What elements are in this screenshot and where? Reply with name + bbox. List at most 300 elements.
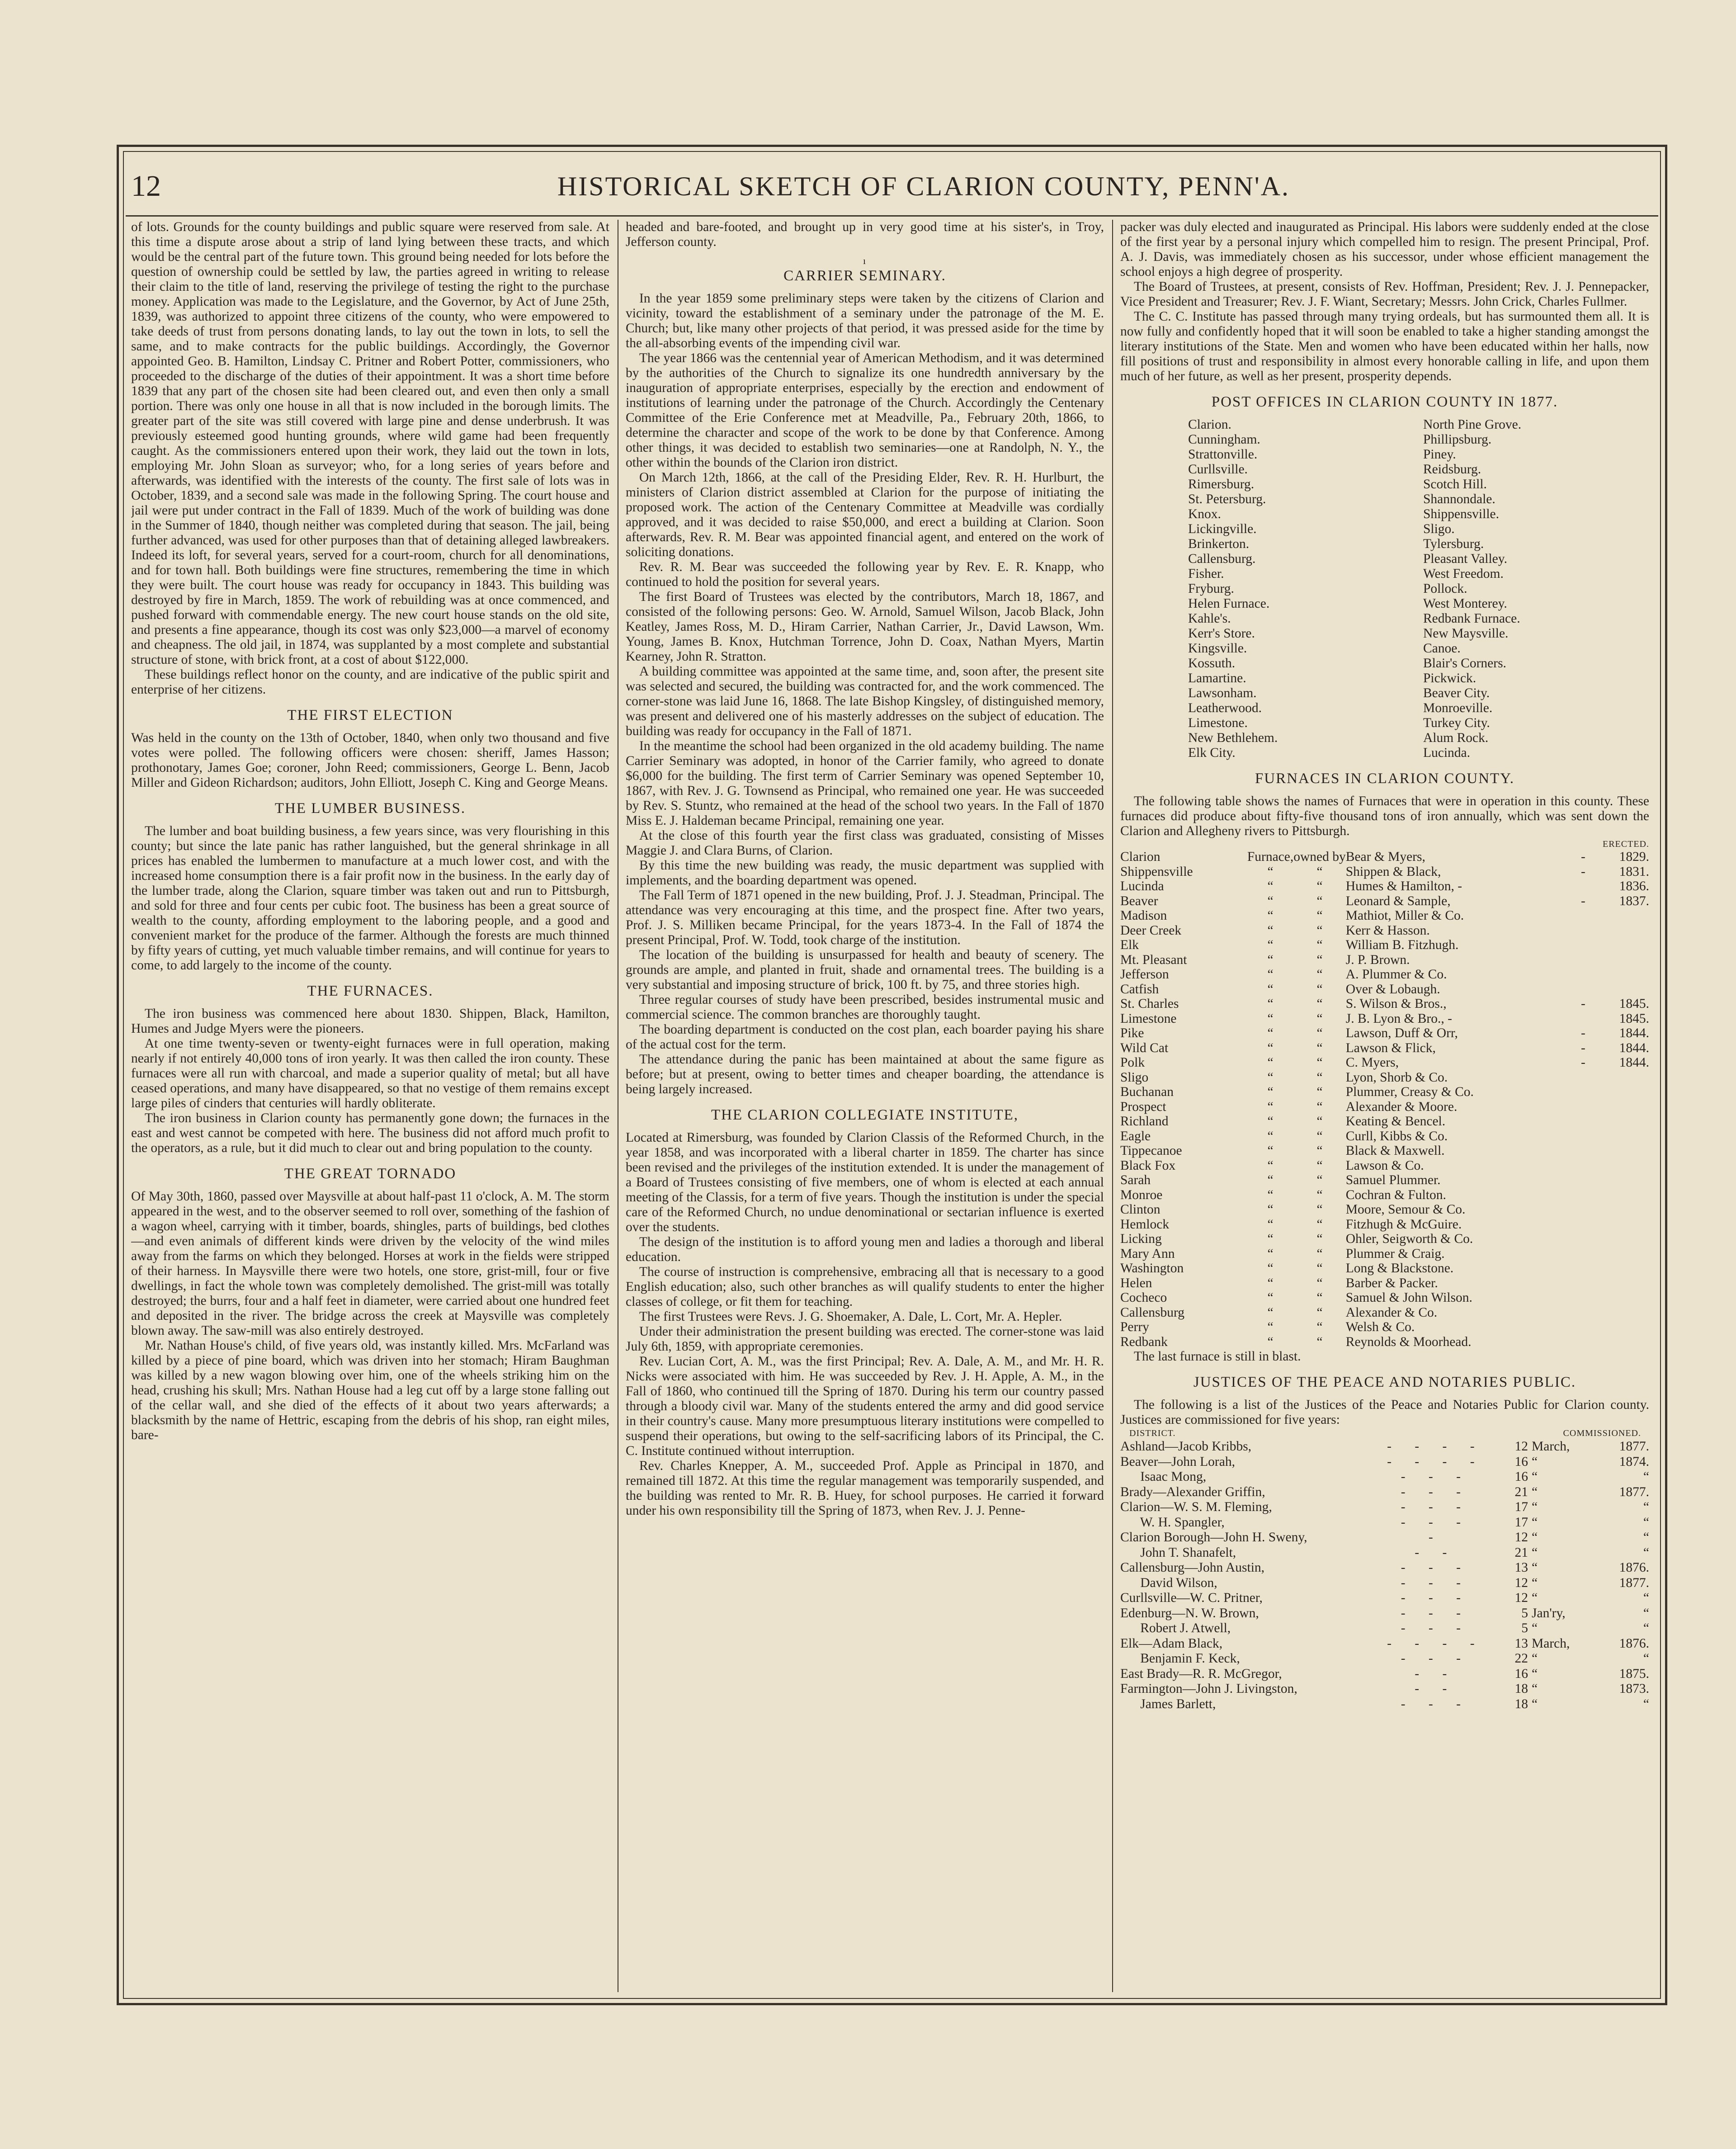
table-row	[1120, 1530, 1649, 1545]
justice-name: Benjamin F. Keck,	[1120, 1651, 1240, 1666]
furnace-year: 1829.	[1619, 850, 1649, 864]
paragraph: Under their administration the present building was erected. The corner-stone was laid July 6th, 1859, with appropriate ceremonies.	[626, 1324, 1104, 1354]
commission-year: 1877.	[1619, 1484, 1649, 1499]
column-1	[131, 220, 609, 1985]
furnace-dash	[1570, 1114, 1597, 1129]
ditto-mark: “	[1316, 908, 1323, 923]
post-office-item: Lawsonham.	[1188, 686, 1257, 700]
paragraph: Rev. Charles Knepper, A. M., succeeded Prof. Apple as Principal in 1870, and remained till 1872. At this time the regular management was temporarily suspended, and the building was rented to Mr. R. B. Huey, for school purposes. He carried it forward under his own responsibility till the Spring of 1873, when Rev. J. J. Penne-	[626, 1459, 1104, 1518]
post-office-item: Shippensville.	[1423, 507, 1499, 521]
ditto-mark: “	[1316, 1305, 1323, 1320]
table-row	[1120, 1439, 1649, 1455]
table-row	[1120, 1485, 1649, 1500]
ditto-mark: “	[1316, 967, 1323, 982]
paragraph: packer was duly elected and inaugurated as Principal. His labors were suddenly ended at the close of the first year by a personal injury which compelled him to resign. The present Principal, Prof. A. J. Davis, was immediately chosen as his successor, under whose efficient management the school enjoys a high degree of prosperity.	[1120, 220, 1649, 279]
post-office-item: Scotch Hill.	[1423, 477, 1487, 491]
commission-year: “	[1643, 1621, 1649, 1635]
post-office-item: New Maysville.	[1423, 626, 1509, 641]
ditto-mark: “	[1267, 1055, 1274, 1070]
paragraph: Of May 30th, 1860, passed over Maysville at about half-past 11 o'clock, A. M. The storm appeared in the west, and to the observer seemed to roll over, something of the fashion of a wagon wheel, carrying with it timber, boards, shingles, parts of buildings, bed clothes—and even animals of different kinds were driven by the velocity of the wind miles away from the farms on which they belonged. Horses at work in the fields were stripped of their harness. In Maysville there were two hotels, one store, grist-mill, four or five dwellings, in fact the whole town was completely demolished. The grist-mill was totally destroyed; the burrs, four and a half feet in diameter, were carried about one hundred feet and deposited in the river. The bridge across the creek at Maysville was completely blown away. The saw-mill was also entirely destroyed.	[131, 1189, 609, 1338]
commission-month: March,	[1532, 1439, 1570, 1454]
commissioned-label: COMMISSIONED.	[1563, 1428, 1641, 1438]
table-row	[1120, 1500, 1649, 1515]
furnace-year	[1597, 1085, 1649, 1100]
furnace-year: 1845.	[1619, 997, 1649, 1011]
justice-name: James Barlett,	[1120, 1696, 1216, 1711]
ditto-mark: “	[1316, 1187, 1323, 1202]
table-row	[1120, 1545, 1649, 1561]
ditto-mark: “	[1316, 1275, 1323, 1290]
furnace-owner: Lawson & Co.	[1345, 1158, 1424, 1173]
furnace-dash: -	[1580, 1055, 1585, 1070]
header-rule	[126, 215, 1658, 217]
ditto-mark: “	[1316, 1217, 1323, 1232]
furnace-dash	[1570, 938, 1597, 953]
commission-day: 12	[1514, 1575, 1528, 1590]
ditto-mark: “	[1316, 1202, 1323, 1217]
commission-day: 5	[1521, 1606, 1528, 1620]
table-row	[1120, 967, 1649, 982]
furnace-note: The last furnace is still in blast.	[1134, 1349, 1301, 1364]
section-heading-carrier-seminary: ı CARRIER SEMINARY.	[626, 257, 1104, 287]
post-office-item: Knox.	[1188, 507, 1221, 521]
ditto-mark: “	[1316, 997, 1323, 1011]
ditto-mark: “	[1267, 1334, 1274, 1349]
table-row	[1120, 1621, 1649, 1636]
column-3	[1120, 220, 1649, 1985]
post-office-item: Curllsville.	[1188, 462, 1248, 477]
furnace-year	[1597, 1247, 1649, 1261]
furnace-year: 1844.	[1619, 1026, 1649, 1040]
furnace-year: 1844.	[1619, 1055, 1649, 1070]
post-office-item: Kingsville.	[1188, 641, 1247, 656]
furnace-dash	[1570, 1070, 1597, 1085]
commission-month: “	[1532, 1696, 1538, 1711]
ditto-mark: “	[1267, 1070, 1274, 1085]
erected-column-header: ERECTED.	[1603, 839, 1649, 849]
paragraph: The boarding department is conducted on the cost plan, each boarder paying his share of the actual cost for the term.	[626, 1022, 1104, 1052]
table-row	[1120, 938, 1649, 953]
leader-dashes: - - -	[1401, 1515, 1471, 1530]
ditto-mark: “	[1267, 1202, 1274, 1217]
post-office-item: Beaver City.	[1423, 686, 1490, 700]
furnace-owner: Barber & Packer.	[1345, 1275, 1438, 1290]
table-row	[1120, 1606, 1649, 1621]
commission-day: 22	[1514, 1651, 1528, 1666]
post-office-item: New Bethlehem.	[1188, 731, 1278, 745]
table-row	[1120, 1651, 1649, 1667]
leader-dashes: - - -	[1401, 1606, 1471, 1620]
table-row	[1120, 1085, 1649, 1100]
ditto-mark: “	[1316, 1114, 1323, 1129]
justice-name: David Wilson,	[1120, 1575, 1217, 1590]
justice-name: Beaver—John Lorah,	[1120, 1454, 1235, 1469]
ditto-mark: “	[1267, 982, 1274, 997]
leader-dashes: - - - -	[1387, 1636, 1485, 1651]
table-row	[1120, 1515, 1649, 1530]
paragraph: The year 1866 was the centennial year of American Methodism, and it was determined by the authorities of the Church to signalize its one hundredth anniversary by the inauguration of appropriate enterprises, especially by the erection and endowment of institutions of learning under the patronage of the Church. Accordingly the Centenary Committee of the Erie Conference met at Meadville, Pa., February 20th, 1866, to determine the character and scope of the work to be done by that Conference. Among other things, it was decided to establish two seminaries—one at Randolph, N. Y., the other within the bounds of the Clarion iron district.	[626, 351, 1104, 470]
post-office-item: Fisher.	[1188, 567, 1224, 581]
paragraph: At one time twenty-seven or twenty-eight furnaces were in full operation, making nearly if not entirely 40,000 tons of iron yearly. It was then called the iron county. These furnaces were all run with charcoal, and made a superior quality of metal; but all have ceased operations, and many have disappeared, so that no vestige of them remains except large piles of cinders that centuries will hardly obliterate.	[131, 1036, 609, 1110]
ditto-mark: “	[1267, 938, 1274, 952]
section-heading-post-offices: POST OFFICES IN CLARION COUNTY IN 1877.	[1211, 394, 1558, 410]
furnace-dash: -	[1580, 893, 1585, 908]
commission-year: 1874.	[1619, 1454, 1649, 1469]
ditto-mark: “	[1316, 1158, 1323, 1173]
paragraph: The iron business in Clarion county has permanently gone down; the furnaces in the east and west cannot be competed with here. The business did not afford much profit to the operators, as a rule, but it did much to clear out and bring population to the county.	[131, 1111, 609, 1155]
furnace-owner: Mathiot, Miller & Co.	[1345, 908, 1464, 923]
ditto-mark: “	[1267, 952, 1274, 967]
section-heading-furnaces-table: FURNACES IN CLARION COUNTY.	[1255, 770, 1515, 787]
column-rule	[1112, 220, 1113, 1992]
leader-dashes: - - -	[1401, 1696, 1471, 1711]
ditto-mark: “	[1267, 1217, 1274, 1232]
leader-dashes: - -	[1415, 1681, 1457, 1696]
furnace-name: Elk	[1120, 938, 1139, 952]
table-row	[1120, 1011, 1649, 1026]
ditto-mark: “	[1316, 1261, 1323, 1275]
furnace-owner: Plummer, Creasy & Co.	[1345, 1085, 1474, 1099]
leader-dashes: - - -	[1401, 1651, 1471, 1666]
furnace-name: Washington	[1120, 1261, 1184, 1275]
furnace-name: Prospect	[1120, 1099, 1166, 1114]
ditto-mark: “	[1267, 1275, 1274, 1290]
post-office-item: Blair's Corners.	[1423, 656, 1506, 671]
paragraph: headed and bare-footed, and brought up in very good time at his sister's, in Troy, Jefferson county.	[626, 220, 1104, 249]
commission-month: “	[1532, 1484, 1538, 1499]
furnace-name: Polk	[1120, 1055, 1145, 1070]
table-row	[1120, 1055, 1649, 1070]
post-office-item: Piney.	[1423, 447, 1456, 462]
table-row	[1120, 1636, 1649, 1652]
commission-month: “	[1532, 1651, 1538, 1666]
furnace-owner: J. P. Brown.	[1345, 952, 1410, 967]
furnace-year	[1597, 1188, 1649, 1203]
leader-dashes: - - -	[1401, 1621, 1471, 1635]
table-row	[1120, 1129, 1649, 1144]
furnace-name: Clinton	[1120, 1202, 1160, 1217]
furnace-year	[1597, 982, 1649, 997]
table-row	[1120, 1261, 1649, 1276]
table-row	[1120, 1697, 1649, 1712]
furnace-dash	[1570, 908, 1597, 923]
ditto-mark: “	[1316, 1026, 1323, 1040]
furnace-year	[1597, 1202, 1649, 1217]
table-row	[1120, 1070, 1649, 1085]
table-row	[1120, 1143, 1649, 1158]
furnace-owner: A. Plummer & Co.	[1345, 967, 1447, 982]
justice-name: Farmington—John J. Livingston,	[1120, 1681, 1297, 1696]
ditto-mark: “	[1316, 1232, 1323, 1246]
commission-day: 18	[1514, 1681, 1528, 1696]
furnace-name: Perry	[1120, 1320, 1149, 1334]
furnace-owner: Welsh & Co.	[1345, 1320, 1415, 1334]
ditto-mark: “	[1267, 879, 1274, 893]
commission-day: 17	[1514, 1515, 1528, 1530]
furnace-owner: Kerr & Hasson.	[1345, 923, 1430, 938]
post-office-item: Cunningham.	[1188, 432, 1260, 447]
commission-year: 1877.	[1619, 1439, 1649, 1454]
furnace-dash	[1570, 879, 1597, 894]
ditto-mark: “	[1267, 1114, 1274, 1129]
leader-dashes: - -	[1415, 1545, 1457, 1560]
ditto-mark: “	[1316, 864, 1323, 879]
table-row	[1120, 879, 1649, 894]
furnace-dash: -	[1580, 1040, 1585, 1055]
furnace-dash	[1570, 1247, 1597, 1261]
ditto-mark: “	[1267, 908, 1274, 923]
furnace-name: Callensburg	[1120, 1305, 1185, 1320]
post-office-item: Callensburg.	[1188, 552, 1256, 566]
ditto-mark: “	[1267, 1099, 1274, 1114]
commission-month: “	[1532, 1469, 1538, 1484]
furnace-name: Mt. Pleasant	[1120, 952, 1187, 967]
section-heading-lumber-business: THE LUMBER BUSINESS.	[274, 800, 466, 817]
furnace-owner: Long & Blackstone.	[1345, 1261, 1454, 1275]
post-office-item: Fryburg.	[1188, 581, 1234, 596]
furnace-year: 1831.	[1619, 864, 1649, 879]
ink-mark: ı	[863, 255, 867, 266]
justice-name: East Brady—R. R. McGregor,	[1120, 1666, 1282, 1681]
ditto-mark: “	[1267, 1158, 1274, 1173]
table-row	[1120, 997, 1649, 1011]
commission-month: “	[1532, 1454, 1538, 1469]
furnace-name: Monroe	[1120, 1187, 1163, 1202]
furnace-owner: J. B. Lyon & Bro., -	[1345, 1011, 1452, 1026]
post-office-item: Phillipsburg.	[1423, 432, 1492, 447]
page-number: 12	[131, 170, 161, 203]
furnace-owner: Alexander & Moore.	[1345, 1099, 1458, 1114]
furnace-year	[1597, 1261, 1649, 1276]
table-row	[1120, 1576, 1649, 1591]
furnace-dash	[1570, 923, 1597, 938]
table-row	[1120, 1202, 1649, 1217]
furnace-name: Buchanan	[1120, 1085, 1174, 1099]
commission-month: March,	[1532, 1636, 1570, 1651]
post-office-item: Sligo.	[1423, 522, 1455, 536]
furnace-year	[1597, 1143, 1649, 1158]
furnace-year: 1837.	[1619, 893, 1649, 908]
furnace-dash	[1570, 1129, 1597, 1144]
furnace-dash	[1570, 1305, 1597, 1320]
post-office-item: Strattonville.	[1188, 447, 1258, 462]
ditto-mark: “	[1316, 1334, 1323, 1349]
furnace-dash: -	[1580, 850, 1585, 864]
table-row	[1120, 923, 1649, 938]
furnace-owner: Over & Lobaugh.	[1345, 982, 1440, 997]
table-row	[1120, 1591, 1649, 1606]
post-office-item: Kerr's Store.	[1188, 626, 1255, 641]
ditto-mark: “	[1316, 1099, 1323, 1114]
furnace-owner: Lyon, Shorb & Co.	[1345, 1070, 1448, 1085]
paragraph: A building committee was appointed at the same time, and, soon after, the present site was selected and secured, the building was contracted for, and the work commenced. The corner-stone was laid June 16, 1868. The late Bishop Kingsley, of distinguished memory, was present and delivered one of his masterly addresses on the subject of education. The building was ready for occupancy in the Fall of 1871.	[626, 664, 1104, 738]
commission-year: “	[1643, 1545, 1649, 1560]
section-heading-first-election: THE FIRST ELECTION	[287, 707, 453, 723]
ditto-mark: “	[1267, 1143, 1274, 1158]
table-row	[1120, 1100, 1649, 1115]
furnace-word: Furnace,	[1247, 850, 1294, 864]
furnace-dash	[1570, 1335, 1597, 1350]
furnace-name: Hemlock	[1120, 1217, 1170, 1232]
post-office-item: Elk City.	[1188, 746, 1236, 760]
furnace-owner: Humes & Hamilton, -	[1345, 879, 1462, 893]
furnace-owner: S. Wilson & Bros.,	[1345, 997, 1447, 1011]
furnace-dash	[1570, 953, 1597, 968]
justice-name: W. H. Spangler,	[1120, 1515, 1225, 1530]
ditto-mark: “	[1267, 1129, 1274, 1143]
commission-year: “	[1643, 1500, 1649, 1514]
post-office-item: Lamartine.	[1188, 671, 1246, 685]
table-row	[1120, 1290, 1649, 1305]
commission-year: 1877.	[1619, 1575, 1649, 1590]
furnace-dash	[1570, 1143, 1597, 1158]
table-row	[1120, 1335, 1649, 1350]
paragraph: The attendance during the panic has been maintained at about the same figure as before; but at present, owing to better times and cheaper boarding, the attendance is being largely increased.	[626, 1052, 1104, 1096]
furnace-name: Clarion	[1120, 850, 1160, 864]
justice-name: Clarion Borough—John H. Sweny,	[1120, 1530, 1307, 1544]
furnace-year	[1597, 953, 1649, 968]
post-office-item: Lickingville.	[1188, 522, 1257, 536]
furnace-dash	[1570, 1232, 1597, 1247]
leader-dashes: - -	[1415, 1666, 1457, 1681]
commission-day: 21	[1514, 1484, 1528, 1499]
furnace-owner: Lawson & Flick,	[1345, 1040, 1436, 1055]
ditto-mark: “	[1316, 893, 1323, 908]
paragraph: At the close of this fourth year the first class was graduated, consisting of Misses Maggie J. and Clara Burns, of Clarion.	[626, 828, 1104, 858]
commission-day: 21	[1514, 1545, 1528, 1560]
furnace-year	[1597, 1276, 1649, 1291]
furnace-name: Cocheco	[1120, 1290, 1167, 1305]
justice-name: Ashland—Jacob Kribbs,	[1120, 1439, 1252, 1454]
furnace-name: Helen	[1120, 1275, 1152, 1290]
justice-name: Robert J. Atwell,	[1120, 1621, 1231, 1635]
furnace-dash	[1570, 1217, 1597, 1232]
furnace-dash	[1570, 1202, 1597, 1217]
furnace-owner: Cochran & Fulton.	[1345, 1187, 1446, 1202]
table-row	[1120, 1469, 1649, 1485]
furnace-owner: Keating & Bencel.	[1345, 1114, 1446, 1129]
justice-name: Curllsville—W. C. Pritner,	[1120, 1591, 1263, 1605]
furnace-dash	[1570, 1188, 1597, 1203]
furnace-year	[1597, 1158, 1649, 1173]
ditto-mark: “	[1267, 1305, 1274, 1320]
commission-day: 12	[1514, 1439, 1528, 1454]
paragraph: The lumber and boat building business, a few years since, was very flourishing in this county; but since the late panic has rather languished, but the general shrinkage in all prices has enabled the lumbermen to manufacture at a much lower cost, and with the increased home consumption there is a fair profit now in the business. In the early day of the lumber trade, along the Clarion, square timber was taken out and run to Pittsburgh, and sold for three and four cents per cubic foot. The business has been a great source of wealth to the county, affording employment to the laboring people, and a good and convenient market for the produce of the farmer. Although the forests are much thinned by fifty years of cutting, yet much valuable timber remains, and will continue for years to come, to add largely to the income of the county.	[131, 824, 609, 973]
paragraph: The course of instruction is comprehensive, embracing all that is necessary to a good English education; also, such other branches as will qualify students to enter the higher classes of college, or fit them for teaching.	[626, 1265, 1104, 1309]
commission-year: “	[1643, 1469, 1649, 1484]
commission-year: 1873.	[1619, 1681, 1649, 1696]
table-row	[1120, 1276, 1649, 1291]
commission-year: 1876.	[1619, 1560, 1649, 1575]
furnace-owner: Plummer & Craig.	[1345, 1246, 1445, 1261]
justice-name: Edenburg—N. W. Brown,	[1120, 1606, 1259, 1620]
commission-year: “	[1643, 1606, 1649, 1620]
paragraph: In the meantime the school had been organized in the old academy building. The name Carrier Seminary was adopted, in honor of the Carrier family, who agreed to donate $6,000 for the building. The first term of Carrier Seminary was opened September 10, 1867, with Rev. J. G. Townsend as Principal, who remained one year. He was succeeded by Rev. S. Stuntz, who remained at the head of the school two years. In the Fall of 1870 Miss E. J. Haldeman became Principal, remaining one year.	[626, 739, 1104, 828]
ditto-mark: “	[1267, 997, 1274, 1011]
post-office-item: Alum Rock.	[1423, 731, 1489, 745]
paragraph: Mr. Nathan House's child, of five years old, was instantly killed. Mrs. McFarland was killed by a piece of pine board, which was driven into her stomach; Hiram Baughman was killed by a new wagon blowing over him, one of the wheels striking him on the head, crushing his skull; Mrs. Nathan House had a leg cut off by a large stone falling out of the cellar wall, and she died of the effects of it about two years afterwards; a blacksmith by the name of Hettric, escaping from the debris of his shop, ran eight miles, bare-	[131, 1338, 609, 1442]
furnace-year	[1597, 923, 1649, 938]
furnace-year: 1836.	[1619, 879, 1649, 893]
commission-day: 16	[1514, 1469, 1528, 1484]
furnace-name: Madison	[1120, 908, 1167, 923]
furnace-owner: C. Myers,	[1345, 1055, 1399, 1070]
table-row	[1120, 850, 1649, 864]
commission-month: “	[1532, 1666, 1538, 1681]
table-row	[1120, 1305, 1649, 1320]
furnace-name: Richland	[1120, 1114, 1169, 1129]
ditto-mark: “	[1267, 1026, 1274, 1040]
post-office-item: West Monterey.	[1423, 596, 1507, 611]
commission-day: 16	[1514, 1666, 1528, 1681]
table-row	[1120, 1232, 1649, 1247]
post-office-item: Kossuth.	[1188, 656, 1236, 671]
ditto-mark: “	[1267, 1040, 1274, 1055]
post-office-item: Leatherwood.	[1188, 701, 1262, 715]
ditto-mark: “	[1267, 1290, 1274, 1305]
justices-table	[1120, 1439, 1649, 1712]
running-title: HISTORICAL SKETCH OF CLARION COUNTY, PENN'A.	[557, 171, 1290, 201]
post-office-item: West Freedom.	[1423, 567, 1504, 581]
paragraph: The iron business was commenced here about 1830. Shippen, Black, Hamilton, Humes and Judge Myers were the pioneers.	[131, 1006, 609, 1036]
furnace-name: Tippecanoe	[1120, 1143, 1182, 1158]
ditto-mark: “	[1267, 1011, 1274, 1026]
post-office-item: Brinkerton.	[1188, 537, 1250, 551]
paragraph: Rev. R. M. Bear was succeeded the following year by Rev. E. R. Knapp, who continued to hold the position for several years.	[626, 560, 1104, 589]
furnace-owner: Ohler, Seigworth & Co.	[1345, 1232, 1473, 1246]
section-heading-furnaces: THE FURNACES.	[307, 983, 434, 999]
furnace-name: St. Charles	[1120, 997, 1179, 1011]
district-label: DISTRICT.	[1129, 1428, 1176, 1438]
post-office-item: Turkey City.	[1423, 716, 1490, 730]
ditto-mark: “	[1267, 1187, 1274, 1202]
paragraph: Rev. Lucian Cort, A. M., was the first Principal; Rev. A. Dale, A. M., and Mr. H. R. Nicks were associated with him. He was succeeded by Rev. J. H. Apple, A. M., in the Fall of 1860, who continued till the Spring of 1870. During his term our country passed through a bloody civil war. Many of the students entered the army and did good service in their country's cause. Many more presumptuous literary institutions were compelled to suspend their operations, but owing to the self-sacrificing labors of its Principal, the C. C. Institute continued without interruption.	[626, 1354, 1104, 1458]
paragraph: In the year 1859 some preliminary steps were taken by the citizens of Clarion and vicinity, toward the establishment of a seminary under the patronage of the M. E. Church; but, like many other projects of that period, it was pressed aside for the time by the all-absorbing events of the impending civil war.	[626, 291, 1104, 350]
furnace-year	[1597, 1217, 1649, 1232]
furnace-name: Shippensville	[1120, 864, 1193, 879]
column-2	[626, 220, 1104, 1985]
furnace-dash	[1570, 1173, 1597, 1188]
furnace-name: Eagle	[1120, 1129, 1151, 1143]
furnace-year	[1597, 1320, 1649, 1335]
table-row	[1120, 1560, 1649, 1576]
table-row	[1120, 1681, 1649, 1697]
paragraph: The location of the building is unsurpassed for health and beauty of scenery. The grounds are ample, and planted in fruit, shade and ornamental trees. The building is a very substantial and imposing structure of brick, 100 ft. by 75, and three stories high.	[626, 948, 1104, 992]
ditto-mark: “	[1316, 1246, 1323, 1261]
ditto-mark: “	[1316, 1129, 1323, 1143]
furnace-dash	[1570, 1011, 1597, 1026]
commission-year: 1875.	[1619, 1666, 1649, 1681]
section-heading-justices: JUSTICES OF THE PEACE AND NOTARIES PUBLIC.	[1193, 1374, 1576, 1390]
commission-day: 13	[1514, 1636, 1528, 1651]
table-row	[1120, 1320, 1649, 1335]
paragraph: The design of the institution is to afford young men and ladies a thorough and liberal education.	[626, 1235, 1104, 1264]
furnace-year: 1845.	[1619, 1011, 1649, 1026]
table-row	[1120, 894, 1649, 909]
ditto-mark: “	[1316, 1011, 1323, 1026]
commission-day: 16	[1514, 1454, 1528, 1469]
furnace-year	[1597, 1100, 1649, 1115]
furnace-owner: Samuel & John Wilson.	[1345, 1290, 1472, 1305]
leader-dashes: - - -	[1401, 1591, 1471, 1605]
ditto-mark: “	[1316, 1070, 1323, 1085]
ditto-mark: “	[1316, 1055, 1323, 1070]
table-row	[1120, 1158, 1649, 1173]
post-office-item: Lucinda.	[1423, 746, 1471, 760]
justice-name: John T. Shanafelt,	[1120, 1545, 1236, 1560]
leader-dashes: - - -	[1401, 1575, 1471, 1590]
leader-dashes: - - - -	[1387, 1439, 1485, 1454]
